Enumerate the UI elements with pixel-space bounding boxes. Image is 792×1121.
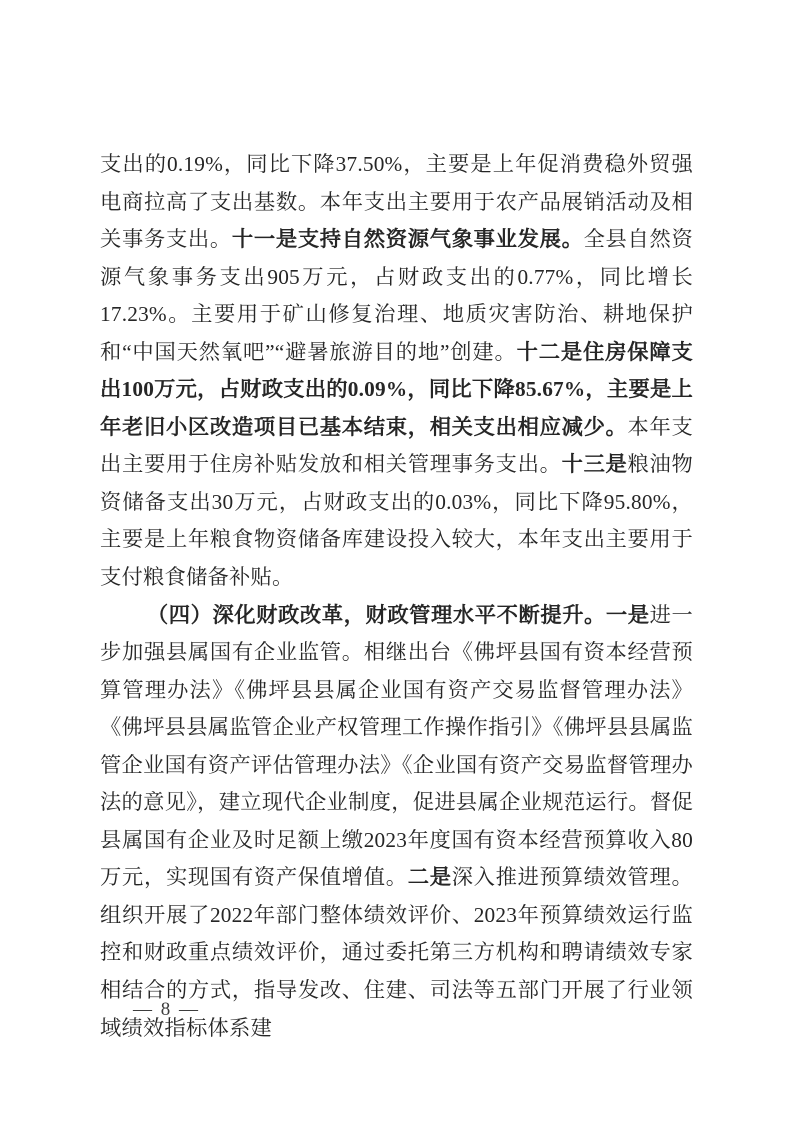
text-run-expense-continuation: 支出的0.19%，同比下降37.50%，主要是上年促消费稳外贸强电商拉高了支出基数。本年支出主要用于农产品展销活动及相关事务支出。 [100, 152, 693, 252]
paragraph-section-four [100, 597, 693, 1048]
text-run-grain-reserve-detail: 粮油物资储备支出30万元，占财政支出的0.03%，同比下降95.80%，主要是上年粮食物资储备库建设投入较大，本年支出主要用于支付粮食储备补贴。 [100, 452, 694, 590]
page-number: — 8 — [133, 999, 200, 1020]
text-run-soe-supervision-detail: 进一步加强县属国有企业监管。相继出台《佛坪县国有资本经营预算管理办法》《佛坪县县属企业国有资产交易监督管理办法》《佛坪县县属监管企业产权管理工作操作指引》《佛坪县县属监管企业国有资产评估管理办法》《企业国有资产交易监督管理办法的意见》，建立现代企业制度，促进县属企业规范运行。督促县属国有企业及时足额上缴2023年度国有资本经营预算收入80万元，实现国有资产保值增值。 [100, 602, 694, 890]
bold-run-item-eleven: 十一是支持自然资源气象事业发展。 [231, 227, 584, 252]
text-run-housing-detail: 本年支出主要用于住房补贴发放和相关管理事务支出。 [100, 414, 693, 477]
paragraph-continuation [100, 146, 693, 597]
bold-run-second-point: 二是 [407, 865, 452, 890]
document-body [100, 146, 693, 1047]
text-run-performance-management-detail: 深入推进预算绩效管理。组织开展了2022年部门整体绩效评价、2023年预算绩效运行监控和财政重点绩效评价，通过委托第三方机构和聘请绩效专家相结合的方式，指导发改、住建、司法等五部门开展了行业领域绩效指标体系建 [100, 865, 694, 1040]
bold-run-item-twelve: 十二是住房保障支出100万元，占财政支出的0.09%，同比下降85.67%，主要是上年老旧小区改造项目已基本结束，相关支出相应减少。 [100, 339, 693, 439]
text-run-natural-resources-detail: 全县自然资源气象事务支出905万元，占财政支出的0.77%，同比增长17.23%。主要用于矿山修复治理、地质灾害防治、耕地保护和“中国天然氧吧”“避暑旅游目的地”创建。 [100, 227, 693, 364]
bold-run-section-four-heading: （四）深化财政改革，财政管理水平不断提升。 [146, 602, 606, 627]
bold-run-item-thirteen: 十三是 [561, 452, 628, 477]
bold-run-first-point: 一是 [605, 602, 650, 627]
